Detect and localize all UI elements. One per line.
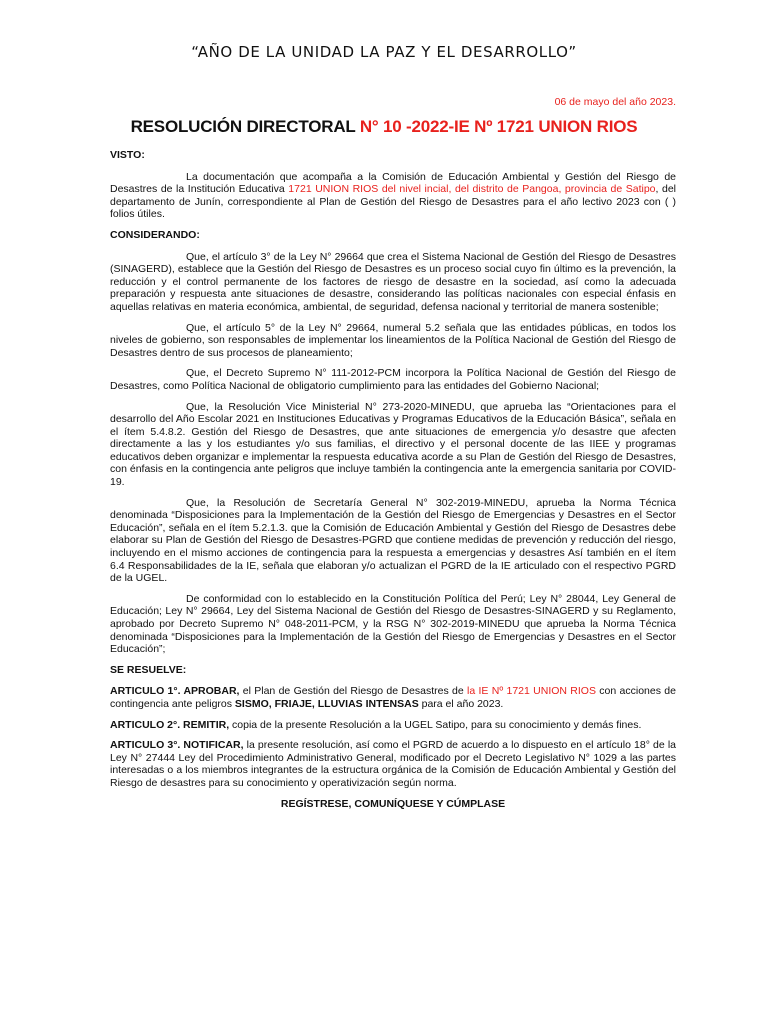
considerando-paragraph-5: Que, la Resolución de Secretaría General N° 302-2019-MINEDU, aprueba la Norma Técnica denominada “Disposiciones para la Implementación de la Gestión del Riesgo de Emergencias y Desastres en el Sector Educación”, señala en el ítem 5.2.1.3. que la Comisión de Educación Ambiental y Gestión del Riesgo de Desastres debe elaborar su Plan de Gestión del Riesgo de Desastres-PGRD que contiene medidas de prevención y reducción del riesgo, incluyendo en el mismo acciones de contingencia para la respuesta a emergencias y desastres Así también en el ítem 6.4 Responsabilidades de la IE, señala que elaboran y/o actualizan el PGRD de la IE articulado con el respectivo PGRD de la UGEL. [110,496,676,585]
visto-paragraph [110,171,676,221]
visto-heading: VISTO: [110,149,145,161]
title-prefix: RESOLUCIÓN DIRECTORAL [130,117,360,136]
considerando-paragraph-2: Que, el artículo 5° de la Ley N° 29664, numeral 5.2 señala que las entidades públicas, en todos los niveles de gobierno, son responsables de implementar los lineamientos de la Política Nacional de Gestión del Riesgo de Desastres dentro de sus procesos de planeamiento; [110,321,676,359]
article-2 [110,719,676,732]
resolution-body [110,149,676,810]
considerando-paragraph-6: De conformidad con lo establecido en la Constitución Política del Perú; Ley N° 28044, Ley General de Educación; Ley N° 29664, Ley del Sistema Nacional de Gestión del Riesgo de Desastres-SINAGERD y su Reglamento, aprobado por Decreto Supremo N° 048-2011-PCM, y la RSG N° 302-2019-MINEDU que aprueba la Norma Técnica denominada “Disposiciones para la Implementación de la Gestión del Riesgo de Emergencias y Desastres en el Sector Educación”; [110,592,676,656]
considerando-paragraph-3: Que, el Decreto Supremo N° 111-2012-PCM incorpora la Política Nacional de Gestión del Riesgo de Desastres, como Política Nacional de obligatorio cumplimiento para las entidades del Gobierno Nacional; [110,367,676,392]
visto-text-b: , del departamento de Junín, correspondiente al Plan de Gestión del Riesgo de Desastres para el año lectivo 2023 con ( ) folios útiles. [110,183,677,221]
article-1-hazards: SISMO, FRIAJE, LLUVIAS INTENSAS [234,697,419,710]
article-1-text-c: para el año 2023. [418,697,504,710]
article-2-label: ARTICULO 2°. REMITIR, [110,718,230,731]
article-1-label: ARTICULO 1°. APROBAR, [110,685,240,698]
visto-text-a: La documentación que acompaña a la Comisión de Educación Ambiental y Gestión del Riesgo de Desastres de la Institución Educativa [110,170,676,196]
resolution-number: N° 10 -2022-IE Nº 1721 UNION RIOS [359,117,638,136]
document-date: 06 de mayo del año 2023. [554,96,676,108]
motto-header: “AÑO DE LA UNIDAD LA PAZ Y EL DESARROLLO” [191,43,577,61]
article-1-institution: la IE Nº 1721 UNION RIOS [467,685,596,698]
article-3 [110,739,676,789]
article-3-label: ARTICULO 3°. NOTIFICAR, [110,739,244,752]
resolution-title [0,117,768,137]
considerando-paragraph-1: Que, el artículo 3° de la Ley N° 29664 que crea el Sistema Nacional de Gestión del Riesgo de Desastres (SINAGERD), establece que la Gestión del Riesgo de Desastres es un proceso social cuyo fin último es la prevención, la reducción y el control permanente de los factores de riesgo de desastre en la sociedad, así como la adecuada preparación y respuesta ante situaciones de desastre, considerando las políticas nacionales con especial énfasis en aquellas relativas en materia económica, ambiental, de seguridad, defensa nacional y territorial de manera sostenible; [110,250,676,313]
article-3-text: la presente resolución, así como el PGRD de acuerdo a lo dispuesto en el artículo 18° de la Ley N° 27444 Ley del Procedimiento Administrativo General, modificado por el Decreto Legislativo N° 1029 a las partes interesadas o a los miembros integrantes de la estructura orgánica de la Comisión de Educación Ambiental y Gestión del Riesgo de desastres para su conocimiento y operativización según norma. [110,739,676,789]
article-1-text-b: con acciones de contingencia ante peligros [110,685,676,710]
closing-formula: REGÍSTRESE, COMUNÍQUESE Y CÚMPLASE [280,797,506,810]
article-1-text-a: el Plan de Gestión del Riesgo de Desastres de [239,685,468,698]
resuelve-heading: SE RESUELVE: [110,663,187,676]
visto-institution: 1721 UNION RIOS del nivel incial, del distrito de Pangoa, provincia de Satipo [288,183,656,196]
considerando-paragraph-4: Que, la Resolución Vice Ministerial N° 273-2020-MINEDU, que aprueba las “Orientaciones para el desarrollo del Año Escolar 2021 en Instituciones Educativas y Programas Educativos de la Educación Básica”, señala en el ítem 5.4.8.2. Gestión del Riesgo de Desastres, que ante situaciones de emergencia y/o desastre que afecten directamente a las y los estudiantes y/o sus familias, el directivo y el personal docente de las IIEE y programas educativos deben organizar e implementar la respuesta educativa acorde a su Plan de Gestión del Riesgo de Desastres, con énfasis en la contingencia ante peligros que incluye también la contingencia ante la emergencia sanitaria por COVID-19. [110,400,676,489]
article-2-text: copia de la presente Resolución a la UGEL Satipo, para su conocimiento y demás fines. [229,718,642,731]
considerando-heading: CONSIDERANDO: [110,228,200,241]
article-1 [110,685,676,710]
